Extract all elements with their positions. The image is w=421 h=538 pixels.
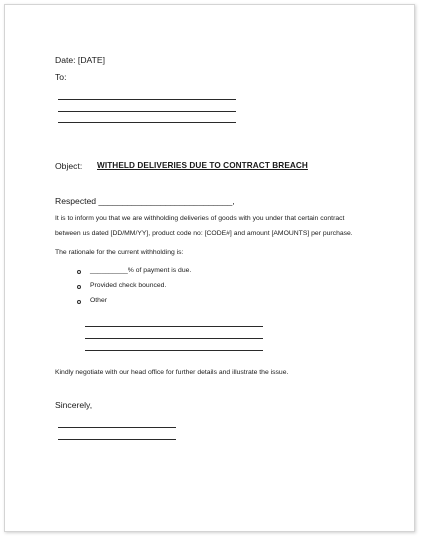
- bullet-icon: [77, 285, 81, 289]
- object-label: Object:: [55, 161, 83, 171]
- signature-line-2: [58, 439, 176, 440]
- address-line-1: [58, 99, 236, 100]
- other-reason-line-1: [85, 326, 263, 327]
- rationale-intro: The rationale for the current withholding is:: [55, 249, 184, 256]
- reason-item: Other: [90, 297, 107, 304]
- to-label: To:: [55, 72, 67, 82]
- body-line-1: It is to inform you that we are withholding deliveries of goods with you under that certain contract: [55, 215, 345, 222]
- closing-request: Kindly negotiate with our head office for further details and illustrate the issue.: [55, 369, 289, 376]
- reason-item: __________% of payment is due.: [90, 267, 192, 274]
- salutation: Respected ____________________________,: [55, 196, 235, 206]
- object-subject: WITHELD DELIVERIES DUE TO CONTRACT BREACH: [97, 161, 308, 170]
- signoff: Sincerely,: [55, 400, 93, 410]
- reason-item: Provided check bounced.: [90, 282, 167, 289]
- signature-line-1: [58, 427, 176, 428]
- document-page: [4, 4, 415, 532]
- other-reason-line-3: [85, 350, 263, 351]
- date-line: Date: [DATE]: [55, 55, 105, 65]
- bullet-icon: [77, 270, 81, 274]
- bullet-icon: [77, 300, 81, 304]
- body-line-2: between us dated [DD/MM/YY], product code no: [CODE#] and amount [AMOUNTS] per purchase.: [55, 230, 353, 237]
- other-reason-line-2: [85, 338, 263, 339]
- address-line-3: [58, 122, 236, 123]
- address-line-2: [58, 111, 236, 112]
